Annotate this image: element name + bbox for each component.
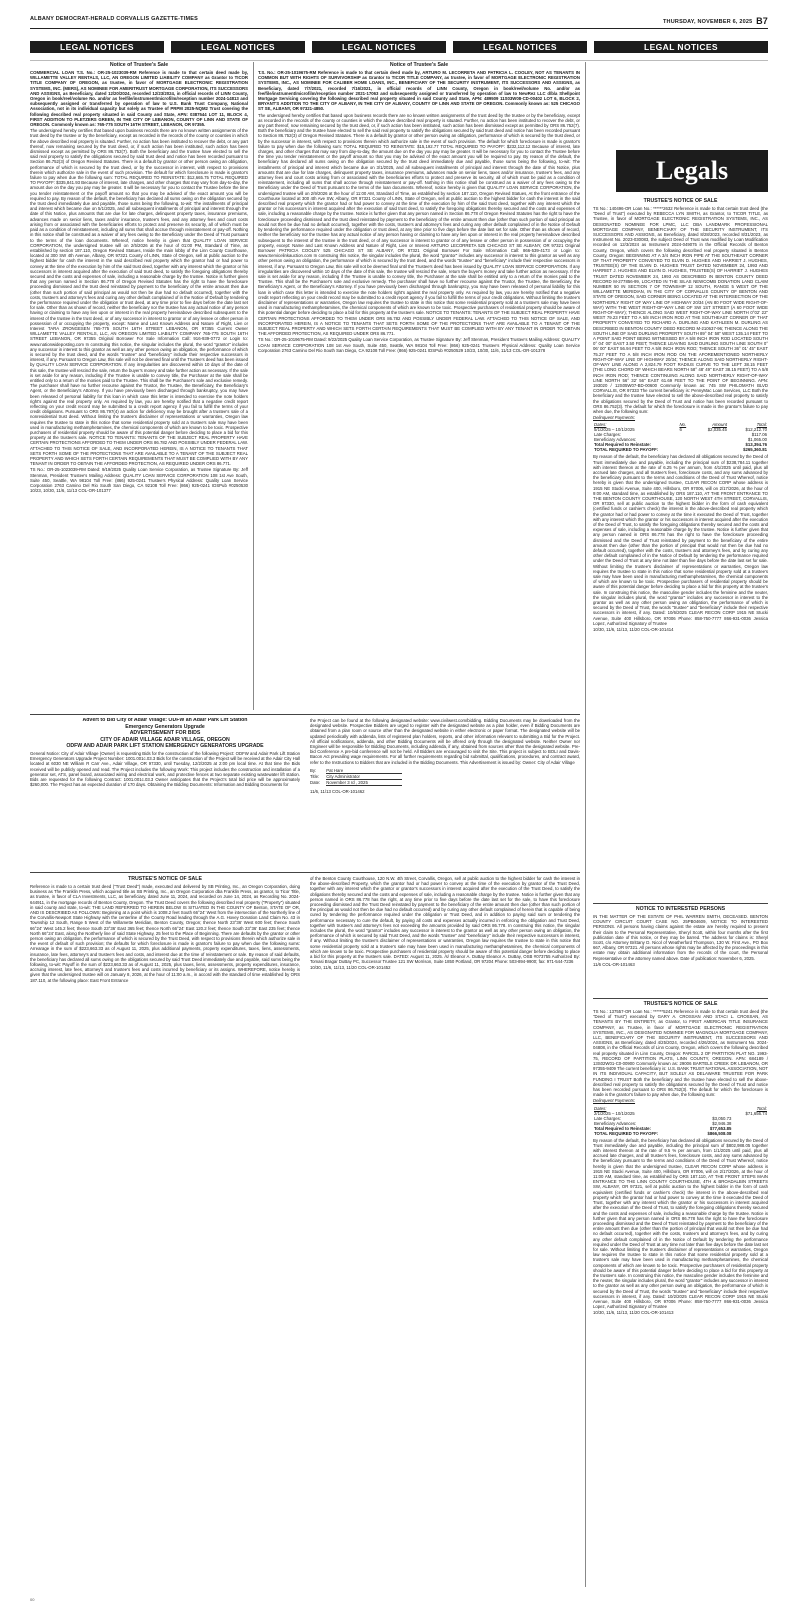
bid-title-line: Advert to Bid City of Adair Village: ODFW an Adair Park Lift Station — [82, 718, 248, 723]
legal-notices-banner: LEGAL NOTICES — [312, 41, 446, 53]
section-divider — [30, 872, 580, 873]
table-cell: $2,035.45 — [707, 427, 727, 433]
table-total-row — [593, 1131, 768, 1136]
notice-body: By reason of the default, the beneficiary has declared all obligations secured by the Deed of Trust immediately due and payable, including the principal sum of $238,784.11 together with interest thereon at the rate of 6.25 % per annum, from 4/1/2025 until paid, plus all accrued late charges, and all trustee's fees, foreclosure costs, and any sums advanced by the beneficiary pursuant to the terms and conditions of the Deed of Trust Whereof, notice hereby is given that the undersigned trustee, CLEAR RECON CORP whose address is 1915 NE Stucki Avenue, Suite 400, Hillsboro, OR 97006, will on 2/17/2026, at the hour of 9:00 AM, standard time, as established by ORS 187.110, AT THE FRONT ENTRANCE TO THE BENTON COUNTY COURTHOUSE, 120 NORTH WEST 4TH STREET, CORVALLIS, OR 97330, sell at public auction to the highest bidder in the form of cash equivalent (certified funds or cashier's check) the interest in the above-described real property which the grantor had or had power to convey at the time it executed the Deed of Trust, together with any interest which the grantor or his successors in interest acquired after the execution of the Deed of Trust, to satisfy the foregoing obligations thereby secured and the costs and expenses of sale, including a reasonable charge by the trustee. Notice is further given that any person named in ORS 86.778 has the right to have the foreclosure proceeding dismissed and the Deed of Trust reinstated by payment to the beneficiary of the entire amount then due (other than the portion of principal that would not then be due had no default occurred), together with the costs, trustee's and attorney's fees, and by curing any other default complained of in the Notice of Default by tendering the performance required under the Deed of Trust at any time not later than five days before the date last set for sale. Without limiting the trustee's disclaimer of representations or warranties, Oregon law requires the trustee to state in this notice that some residential property sold at a trustee's sale may have been used in manufacturing methamphetamines, the chemical components of which are known to be toxic. Prospective purchasers of residential property should be aware of this potential danger before deciding to place a bid for this property at the trustee's sale. In construing this notice, the masculine gender includes the feminine and the neuter, the singular includes plural, the word "grantor" includes any successor in interest to the grantor as well as any other person owing an obligation, the performance of which is secured by the Deed of Trust, the words "trustee" and "beneficiary" include their respective successors in interest, if any. Dated: 10/6/2025 CLEAR RECON CORP 1915 NE Stucki Avenue, Suite 400 Hillsboro, OR 97006 Phone: 858-750-7777 866-931-0036 Jessica Lopez, Authorized Signatory of Trustee — [593, 454, 768, 626]
notice-lead: T.S. No.: OR-25-1019675-RM Reference is made to that certain deed made by, ARTURO M. LECORRETA AND PATRICIA L. COOLEY, NOT AS TENANTS IN COMMON BUT WITH RIGHTS OF SURVIVORSHIP as Grantor to TICOR TITLE COMPANY, as trustee, in favor of MORTGAGE ELECTRONIC REGISTRATION SYSTEMS, INC., AS NOMINEE FOR CALIBER HOME LOANS, INC., BENEFICIARY OF THE SECURITY INSTRUMENT, ITS SUCCESSORS AND ASSIGNS, as Beneficiary, dated 7/7/2021, recorded 7/16/2021, in official records of LINN County, Oregon in book/reel/volume No. and/or as fee/file/instrument/microfilm/reception number 2021-17063 and subsequently assigned or transferred by operation of law to NewRez LLC d/b/a Shellpoint Mortgage Servicing covering the following described real property situated in said County and State, APN: 489509 11S03W08-CD-00402 LOT 6, BLOCK 2, BRYANT'S ADDITION TO THE CITY OF ALBANY, IN THE CITY OF ALBANY, COUNTY OF LINN AND STATE OF OREGON. Commonly known as: 525 CHICAGO ST SE, ALBANY, OR 97321-4850. — [258, 70, 580, 112]
column-divider — [585, 62, 586, 1587]
notice-lead: COMMERCIAL LOAN T.S. No.: OR-25-1023039-RM Reference is made to that certain deed made by, WILLAMETTE VALLEY RENTALS, LLC, AN OREGON LIMITED LIABILITY COMPANY as Grantor to TICOR TITLE COMPANY OF OREGON, as trustee, in favor of MORTGAGE ELECTRONIC REGISTRATION SYSTEMS, INC. (MERS), AS NOMINEE FOR AMERITRUST MORTGAGE CORPORATION, ITS SUCCESSORS AND ASSIGNS, as Beneficiary, dated 12/20/2024, recorded 12/23/2024, in official records of LINN County, Oregon in book/reel/volume No. and/or as fee/file/instrument/microfilm/reception number 2024-14813 and subsequently assigned or transferred by operation of law to U.S. Bank Trust Company, National Association, not in its individual capacity but solely as Trustee of PRPM 2025-NQM2 Trust covering the following described real property situated in said County and State, APN: 0387544 LOT 11, BLOCK 4, FIRST ADDITION TO PLETZERS GREEN, IN THE CITY OF LEBANON, COUNTY OF LINN AND STATE OF OREGON. Commonly known as: 765-775 SOUTH 16TH STREET, LEBANON, OR 97355. — [30, 70, 248, 128]
total-payoff-value: $265,360.81 — [743, 447, 767, 453]
notice-title: Notice of Trustee's Sale — [389, 62, 449, 68]
signature-label: Date: — [310, 780, 321, 786]
notice-title: TRUSTEE'S NOTICE OF SALE — [643, 198, 718, 204]
legal-notices-banner: LEGAL NOTICES — [453, 41, 587, 53]
notice-title: TRUSTEE'S NOTICE OF SALE — [128, 876, 202, 882]
signature-value: November 3 rd , 2025 — [326, 780, 402, 786]
total-reinstate-value: $77,653.85 — [709, 1125, 732, 1131]
divider — [30, 60, 768, 61]
bid-title-line: ODFW AND ADAIR PARK LIFT STATION EMERGENCY GENERATORS UPGRADE — [66, 743, 264, 750]
page-number: B7 — [756, 16, 768, 26]
trustee-sale-notice-5 — [30, 876, 580, 1088]
signature-row — [310, 780, 402, 786]
masthead-date — [663, 16, 768, 26]
notice-body: IN THE MATTER OF THE ESTATE OF PHIL WARREN SMITH, DECEASED. BENTON COUNTY CIRCUIT COURT CASE NO. 25PB04609, NOTICE TO INTERESTED PERSONS. All persons having claims against the estate are hereby required to present their claim to the Personal Representative, Sheryl Scott, within four months after the first publication date of this notice, or they may be barred. The address for claims is: Sheryl Scott, c/o Attorney Brittany D. Nicol of Weatherford Thompson, 130 W. First Ave., PO Box 667, Albany, OR 97321. All persons whose rights may be affected by the proceedings in this estate may obtain additional information from the records of the court, the Personal Representative or the attorney named above. Date of publication: November 6, 2025. — [593, 914, 768, 961]
table-total-row — [593, 447, 768, 452]
advertisement-for-bids — [30, 718, 580, 868]
table-header-cell: Total: — [756, 422, 767, 428]
notice-lead: TS No.: 137557-OR Loan No.: ******5241 Reference is made to that certain trust deed (the "Deed of Trust") executed by GARY A. CROSSAN AND STACI L. CROSSAN, AS TENANTS BY THE ENTIRETY, as Grantor, to FIRST AMERICAN TITLE INSURANCE COMPANY, as Trustee, in favor of MORTGAGE ELECTRONIC REGISTRATION SYSTEMS, INC., AS DESIGNATED NOMINEE FOR MAGNOLIA MORTGAGE COMPANY, LLC, BENEFICIARY OF THE SECURITY INSTRUMENT, ITS SUCCESSORS AND ASSIGNS, as Beneficiary, dated 4/25/2024, recorded 4/26/2024, as Instrument No. 2024-04808, in the Official Records of Linn County, Oregon, which covers the following described real property situated in Linn County, Oregon: PARCEL 2 OF PARTITION PLAT NO. 1993-75, RECORD OF PARTITION PLATS, LINN COUNTY, OREGON. APN: 684189 / 13S02W01-C0-00900 Commonly known as: 29006 BARTELS CREEK DR LEBANON, OR 97355-9409 The current beneficiary is: U.S. BANK TRUST NATIONAL ASSOCIATION, NOT IN ITS INDIVIDUAL CAPACITY, BUT SOLELY AS DELAWARE TRUSTEE FOR PARK FUNDING I TRUST Both the beneficiary and the trustee have elected to sell the above-described real property to satisfy the obligations secured by the Deed of Trust and notice has been recorded pursuant to ORS 86.752(3). The default for which the foreclosure is made is the grantor's failure to pay when due, the following sum: — [593, 1009, 768, 1098]
trustee-sale-notice-1 — [30, 62, 248, 710]
delinquent-payments-table — [593, 1106, 768, 1136]
total-reinstate-label: Total Required to Reinstate: — [594, 1125, 651, 1131]
table-cell: 5/1/2025 – 10/1/2025 — [594, 427, 635, 433]
table-header-cell: Dates: — [594, 1105, 607, 1111]
total-reinstate-value: $13,394.76 — [745, 442, 767, 448]
table-cell: Beneficiary Advances: — [594, 1120, 637, 1126]
bid-body: General Notice: City of Adair Village (Owner) is requesting Bids for the construction of the following Project: ODFW and Adair Park Lift Station Emergency Generators Upgrade Project Number: 1001.001c.03.3 Bids for the construction of the Project will be received at the Adair City Hall located at 6030 NE William R Carr Ave., Adair Village, OR 97330, until Tuesday, 12/2/2025 at 2:00 pm local time. At that time the Bids received will be publicly opened and read. The Project includes the following Work: This project includes the construction and installation of a generator set, ATS, panel board, associated wiring and electrical work, and protective fences at two separate existing wastewater lift station. Bids are requested for the following Contract: 1001.001c.03.3 Owner anticipates that the Project's total bid price will be approximately $260,000. The Project has an expected duration of 170 days. Obtaining the Bidding Documents: Information and Bidding Documents for — [30, 750, 300, 788]
trustee-sale-notice-3 — [593, 198, 768, 900]
masthead — [30, 12, 768, 26]
bid-right-column — [310, 718, 580, 868]
table-cell: $3,050.73 — [712, 1115, 732, 1121]
notice-divider — [593, 903, 768, 904]
notice-tail: 10/30, 11/6, 11/13, 11/20 COL-OR-101414 — [593, 627, 674, 633]
column-divider — [253, 62, 254, 710]
table-cell: $12,212.70 — [745, 427, 767, 433]
issue-date: THURSDAY, NOVEMBER 6, 2025 — [663, 19, 753, 25]
bid-title-line: Emergency Generators Upgrade — [125, 723, 205, 730]
notice-title: NOTICE TO INTERESTED PERSONS — [635, 906, 726, 912]
notice-title: TRUSTEE'S NOTICE OF SALE — [643, 1001, 718, 1007]
legals-header: Legals — [616, 150, 768, 192]
notice-tail: TS No.: OR-25-1023039-RM Dated: 9/19/2025 Quality Loan Service Corporation, as Trustee Signature By: Jeff Stenman, President Trustee's Mailing Address: QUALITY LOAN SERVICE CORPORATION 108 1st Ave South, Suite 450, Seattle, WA 98104 Toll Free: (866) 925-0241 Trustee's Physical Address: Quality Loan Service Corporation 2763 Camino Del Rio South San Diego, CA 92108 Toll Free: (866) 925-0241 IDSPub #0250530 10/23, 10/30, 11/6, 11/13 COL-OR-101377 — [30, 467, 248, 494]
table-header-cell: Total: — [756, 1105, 767, 1111]
notice-tail: 11/6, 11/13 COL-OR-101462 — [310, 789, 365, 795]
signature-label: Title: — [310, 774, 320, 780]
total-reinstate-label: Total Required to Reinstate: — [594, 442, 651, 448]
notice-body: of the Benton County Courthouse, 120 N.W. 4th Street, Corvallis, Oregon, sell at public auction to the highest bidder for cash the interest in the above-described Property, which the grantor had or had power to convey at the time of the execution by grantor of the Trust Deed, together with any interest which the grantor or grantor's successors in interest acquired after the execution of the Trust Deed, to satisfy the obligations thereby secured and the costs and expenses of sale, including a reasonable charge by the trustee. Notice is further given that any person named in ORS 86.778 has the right, at any time prior to five days before the date last set for the sale, to have this foreclosure proceeding dismissed and the Trust Deed reinstated by payment to the beneficiary of the entire amount then due (other than such portion of the principal as would not then be due had no default occurred) and by curing any other default complained of herein that is capable of being cured by tendering the performance required under the obligation or Trust Deed, and in addition to paying said sum or tendering the performance necessary to cure the default, by paying all costs and expenses actually incurred in enforcing the obligation and Trust Deed, together with trustee's and attorney's fees not exceeding the amounts provided by said ORS 86.778. In construing this notice, the singular includes the plural, the word "grantor" includes any successor in interest to the grantor as well as any other person owing an obligation, the performance of which is secured by said Trust Deed, and the words "trustee" and "beneficiary" include their respective successors in interest, if any. Without limiting the trustee's disclaimer of representations or warranties, Oregon law requires the trustee to state in this notice that some residential property sold at a trustee's sale may have been used in manufacturing methamphetamines, the chemical components of which are known to be toxic. Prospective purchasers of residential property should be aware of this potential danger before deciding to place a bid for this property at the trustee's sale. DATED: August 11, 2025. /s/ Eleanor A. DuBay Eleanor A. DuBay, OSB #073755 Authorized By: Tomasi Bragar DuBay PC, Successor Trustee 121 SW Morrison, Suite 1850 Portland, OR 97204 Phone: 503-894-9900; fax: 971-544-7236 — [310, 876, 580, 965]
notice-body: By reason of the default, the beneficiary has declared all obligations secured by the Deed of Trust immediately due and payable, including the principal sum of $802,988.05 together with interest thereon at the rate of 9.5 % per annum, from 1/1/2025 until paid, plus all accrued late charges, and all trustee's fees, foreclosure costs, and any sums advanced by the beneficiary pursuant to the terms and conditions of the Deed of Trust Whereof, notice hereby is given that the undersigned trustee, CLEAR RECON CORP whose address is 1915 NE Stucki Avenue, Suite 400, Hillsboro, OR 97006, will on 2/17/2026, at the hour of 11:00 AM, standard time, as established by ORS 187.110, AT THE FRONT STEPS MAIN ENTRANCE TO THE LINN COUNTY COURTHOUSE, 4TH & BROADALBIN STREETS SW, ALBANY, OR 97321, sell at public auction to the highest bidder in the form of cash equivalent (certified funds or cashier's check) the interest in the above-described real property which the grantor had or had power to convey at the time it executed the Deed of Trust, together with any interest which the grantor or his successors in interest acquired after the execution of the Deed of Trust, to satisfy the foregoing obligations thereby secured and the costs and expenses of sale, including a reasonable charge by the trustee. Notice is further given that any person named in ORS 86.778 has the right to have the foreclosure proceeding dismissed and the Deed of Trust reinstated by payment to the beneficiary of the entire amount then due (other than the portion of principal that would not then be due had no default occurred), together with the costs, trustee's and attorney's fees, and by curing any other default complained of in the Notice of Default by tendering the performance required under the Deed of Trust at any time not later than five days before the date last set for sale. Without limiting the trustee's disclaimer of representations or warranties, Oregon law requires the trustee to state in this notice that some residential property sold at a trustee's sale may have been used in manufacturing methamphetamines, the chemical components of which are known to be toxic. Prospective purchasers of residential property should be aware of this potential danger before deciding to place a bid for this property at the trustee's sale. In construing this notice, the masculine gender includes the feminine and the neuter, the singular includes plural, the word "grantor" includes any successor in interest to the grantor as well as any other person owing an obligation, the performance of which is secured by the Deed of Trust, the words "trustee" and "beneficiary" include their respective successors in interest, if any. Dated: 10/2/2025 CLEAR RECON CORP 1915 NE Stucki Avenue, Suite 400 Hillsboro, OR 97006 Phone: 858-750-7777 866-931-0036 Jessica Lopez, Authorized Signatory of Trustee — [593, 1137, 768, 1310]
section-divider — [30, 714, 580, 715]
signature-label: By: — [310, 768, 317, 774]
total-payoff-label: TOTAL REQUIRED TO PAYOFF: — [594, 447, 659, 453]
table-header-cell: Amount — [712, 422, 727, 428]
legal-notices-banner: LEGAL NOTICES — [171, 41, 305, 53]
bid-title-line: CITY OF ADAIR VILLAGE ADAIR VILLAGE, OREGON — [100, 736, 230, 743]
table-cell: $71,656.74 — [745, 1110, 767, 1116]
table-cell: 6 — [679, 427, 682, 433]
notice-tail: 11/6 COL-OR-101463 — [593, 961, 635, 967]
table-cell: 2/1/2025 – 10/1/2025 — [594, 1110, 635, 1116]
notice-lead: TS No.: 140496-OR Loan No.: ******2632 Reference is made to that certain trust deed (the "Deed of Trust") executed by REBECCA LYN SMITH, as Grantor, to TICOR TITLE, as Trustee, in favor of MORTGAGE ELECTRONIC REGISTRATION SYSTEMS, INC., AS DESIGNATED NOMINEE FOR LPMC, LLC DBA LANDMARK PROFESSIONAL MORTGAGE COMPANY, BENEFICIARY OF THE SECURITY INSTRUMENT, ITS SUCCESSORS AND ASSIGNS, as Beneficiary, dated 8/28/2023, recorded 8/31/2023, as Instrument No. 2023-030083, the subject Deed of Trust was modified by Loan Modification recorded on 12/3/2024 as Instrument 2024-049075 in the Official Records of Benton County, Oregon, which covers the following described real property situated in Benton County, Oregon: BEGINNING AT A 3/4 INCH IRON PIPE AT THE SOUTHEAST CORNER OF THAT PROPERTY CONVEYED TO ELVIN D. HUGHES AND HARRIET J. HUGHES, TRUSTEE(S) OF THE ELVIN D. HUGHES TRUST DATED NOVEMBER 24, 1993 AND HARRIET J. HUGHES AND ELVIN D. HUGHES, TRUSTEE(S) OF HARRIET J. HUGHES TRUST DATED NOVEMBER 24, 1993 AS DESCRIBED IN BENTON COUNTY DEED RECORD M-277856-99, LOCATED IN THE SILAS NEWCOMB DONATION LAND CLAIM NUMBER 50 IN SECTION 7 OF TOWNSHIP 12 SOUTH, RANGE 5 WEST OF THE WILLAMETTE MERIDIAN, IN THE CITY OF CORVALLIS COUNTY OF BENTON AND STATE OF OREGON, SAID CORNER BEING LOCATED AT THE INTERSECTION OF THE NORTHERLY RIGHT OF WAY LINE OF HIGHWAY 20/34 (AN 80 FOOT WIDE RIGHT-OF-WAY) WITH THE WEST RIGHT-OF-WAY LINE OF SW 1ST STREET (A 60 FOOT WIDE RIGHT-OF-WAY); THENCE ALONG SAID WEST RIGHT-OF-WAY LINE NORTH 0°02' 22" WEST 79.23 FEET TO A 5/8 INCH IRON ROD AT THE SOUTHEAST CORNER OF THAT PROPERTY CONVEYED TO RICHARD A. DURLING AND KATHLEEN M. DURLING AS DESCRIBED IN BENTON COUNTY DEED RECORD M-210637-96; THENCE ALONG THE SOUTH LINE OF SAID DURLING PROPERTY SOUTH 89° 04' 58" WEST 135.14 FEET TO A POINT SAID POINT BEING WITNESSED BY A 5/8 INCH IRON ROD LOCATED SOUTH 0° 04' 00" EAST 3.50 FEET; THENCE LEAVING SAID DURLING SOUTH LINE SOUTH 0° 06' 00" EAST 56.94 FEET TO A 5/8 INCH IRON ROD; THENCE SOUTH 36° 01' 45" EAST 75.27 FEET TO A 5/8 INCH IRON ROD ON THE AFOREMENTIONED NORTHERLY RIGHT-OF-WAY LINE OF HIGHWAY 20/34; THENCE ALONG SAID NORTHERLY RIGHT-OF-WAY LINE ALONG A 2,824.79 FOOT RADIUS CURVE TO THE LEFT 38.15 FEET (THE LONG CHORD OF WHICH BEARS NORTH 58° 48' 49" EAST 38.15 FEET) TO A 5/8 INCH IRON ROD; THENCE CONTINUING ALONG SAID NORTHERLY RIGHT-OF-WAY LINE NORTH 56° 32' 56" EAST 61.69 FEET TO THE POINT OF BEGINNING. APN: 193020 / 12S05W07-BD-00600 Commonly known as: 745 SW PHILOMATH BLVD CORVALLIS, OR 97333 The current beneficiary is: PennyMac Loan Services, LLC Both the beneficiary and the trustee have elected to sell the above-described real property to satisfy the obligations secured by the Deed of Trust and notice has been recorded pursuant to ORS 86.752(3). The default for which the foreclosure is made is the grantor's failure to pay when due, the following sum: — [593, 206, 768, 414]
trustee-sale-notice-2 — [258, 62, 580, 710]
bid-body: the Project can be found at the following designated website: www.civilwest.com/bidding. Bidding Documents may be downloaded from the designated website. Prospective Bidders are urged to register with the designated website as a plan holder, even if Bidding Documents are obtained from a plan room or source other than the designated website in either electronic or paper format. The designated website will be updated periodically with addenda, lists of registered plan holders, reports, and other information relevant to submitting a Bid for the Project. All official notifications, addenda, and other Bidding Documents will be offered only through the designated website. Neither Owner nor Engineer will be responsible for Bidding Documents, including addenda, if any, obtained from sources other than the designated website. Pre-bid Conference A pre-bid conference will not be held. All Bidders are encouraged to visit the Site. This project is subject to BOLI and Davis-Bacon Act prevailing wage requirements. For all further requirements regarding bid submittal, qualifications, procedures, and contract award, refer to the Instructions to Bidders that are included in the Bidding Documents. This Advertisement is issued by: Owner: City of Adair Village — [310, 718, 580, 765]
table-title: Delinquent Payments: — [593, 415, 636, 421]
table-header-cell: Dates: — [594, 422, 607, 428]
table-cell: Beneficiary Advances: — [594, 437, 637, 443]
notice-left-column — [30, 876, 300, 1088]
legal-notices-banner: LEGAL NOTICES — [594, 41, 768, 53]
table-cell: Late Charges: — [594, 432, 621, 438]
notice-body: Reference is made to a certain trust deed ("Trust Deed") made, executed and delivered by SB Printing, Inc., an Oregon Corporation, doing business as The Franklin Press, which acquired title as SB Printing, Inc., an Oregon Corporation dba Franklin Press, as grantor, to Ticor Title, as trustee, in favor of CLA Investments, LLC, as beneficiary, dated June 11, 2024, and recorded on June 14, 2024, as Recording No. 2024-644911, in the mortgage records of Benton County, Oregon. The Trust Deed covers the following described real property ("Property") situated in said county and state, to-wit: THE LAND REFERRED TO HEREIN BELOW IS SITUATED IN THE COUNTY OF Benton, STATE OF OR, AND IS DESCRIBED AS FOLLOWS: Beginning at a point which is 1008.2 feet South 66°24' West from the intersection of the Northerly line of the Corvallis-Newport State Highway with the centerline of the County Road leading through the A.G. Hovey Donation Land Claim No. 43 in Township 12 South, Range 5 West of the Willamette Meridian, Benton County, Oregon; thence North 23°36' West 600 feet; thence South 66°24' West 145.2 feet; thence South 23°36' East 365 feet; thence North 66°24' East 120.2 feet; thence South 23°36' East 235 feet; thence North 66°24' East, along the Northerly line of said State Highway, 25 feet to the Place of Beginning. There are defaults by the grantor or other person owing an obligation, the performance of which is secured by the Trust Deed, with respect to provisions therein which authorize sale in the event of default of such provision; the defaults for which foreclosure is made is grantor's failure to pay when due the following sums: Arrearage in the sum of $223,663.33 as of August 11, 2025, plus additional payments, property expenditures, taxes, liens, assessments, insurance, late fees, attorney's and trustee's fees and costs, and interest due at the time of reinstatement or sale. By reason of said defaults, the beneficiary has declared all sums owing on the obligations secured by said Trust Deed immediately due and payable, said sums being the following, to-wit: Payoff in the sum of $223,663.33 as of August 11, 2025, plus taxes, liens, assessments, property expenditures, insurance, accruing interest, late fees, attorney's and trustee's fees and costs incurred by beneficiary or its assigns. WHEREFORE, notice hereby is given that the undersigned trustee will on January 8, 2026, at the hour of 11:00 a.m., in accord with the standard of time established by ORS 187.110, at the following place: East Front Entrance — [30, 884, 300, 983]
notice-body: The undersigned hereby certifies that based upon business records there are no known written assignments of the trust deed by the trustee or by the beneficiary, except as recorded in the records of the county or counties in which the above described real property is situated. Further, no action has been instituted to recover the debt, or any part thereof, now remaining secured by the trust deed, or, if such action has been instituted, such action has been dismissed except as permitted by ORS 86.752(7). Both the beneficiary and the trustee have elected to sell the said real property to satisfy the obligations secured by said trust deed and notice has been recorded pursuant to Section 86.752(3) of Oregon Revised Statutes. There is a default by grantor or other person owing an obligation, performance of which is secured by the trust deed, or by the successor in interest, with respect to provisions therein which authorize sale in the event of such provision. The default for which foreclosure is made is grantor's failure to pay when due the following sum: TOTAL REQUIRED TO REINSTATE: $15,192.77 TOTAL REQUIRED TO PAYOFF: $232,112.12 Because of interest, late charges, and other charges that may vary from day-to-day, the amount due on the day you pay may be greater. It will be necessary for you to contact the Trustee before the time you tender reinstatement or the payoff amount so that you may be advised of the exact amount you will be required to pay. By reason of the default, the beneficiary has declared all sums owing on the obligation secured by the trust deed immediately due and payable, those sums being the following, to-wit: The installments of principal and interest which became due on 3/1/2025, and all subsequent installments of principal and interest through the date of this Notice, plus amounts that are due for late charges, delinquent property taxes, insurance premiums, advances made on senior liens, taxes and/or insurance, trustee's fees, and any attorney fees and court costs arising from or associated with the beneficiaries efforts to protect and preserve its security, all of which must be paid as a condition of reinstatement, including all sums that shall accrue through reinstatement or pay-off. Nothing in this notice shall be construed as a waiver of any fees owing to the Beneficiary under the Deed of Trust pursuant to the terms of the loan documents. Whereof, notice hereby is given that QUALITY LOAN SERVICE CORPORATION, the undersigned trustee will on 2/9/2026 at the hour of 11:00 AM, Standard of Time, as established by section 187.110, Oregon Revised Statues, At the front entrance of the Courthouse located at 300 4th Ave SW, Albany, OR 97321 County of LINN, State of Oregon, sell at public auction to the highest bidder for cash the interest in the said described real property which the grantor had or had power to convey at the time of the execution by him of the said trust deed, together with any interest which the grantor or his successors in interest acquired after the execution of said trust deed, to satisfy the foregoing obligations thereby secured and the costs and expenses of sale, including a reasonable charge by the trustee. Notice is further given that any person named in Section 86.778 of Oregon Revised Statutes has the right to have the foreclosure proceeding dismissed and the trust deed reinstated by payment to the beneficiary of the entire amount then due (other than such portion of said principal as would not then be due had no default occurred), together with the costs, trustee's and attorney's fees and curing any other default complained of in the Notice of Default by tendering the performance required under the obligation or trust deed, at any time prior to five days before the date last set for sale. Other than as shown of record, neither the beneficiary nor the trustee has any actual notice of any person having or claiming to have any lien upon or interest in the real property hereinabove described subsequent to the interest of the trustee in the trust deed, or of any successor in interest to grantor or of any lessee or other person in possession of or occupying the property, except: Name and Last Known Address and Nature of Right, Lien or Interest ARTURO LECORRETA 525 CHICAGO ST SE ALBANY, OR 97321 Original Borrower PATRICIA COOLEY 525 CHICAGO ST SE ALBANY, OR 97321 Original Borrower For Sale Information Call: 866-539-4173 or Login to: www.Servicelinkauction.com In construing this notice, the singular includes the plural, the word "grantor" includes any successor in interest to this grantor as well as any other person owing an obligation, the performance of which is secured by the trust deed, and the words "trustee" and "beneficiary" include their respective successors in interest, if any. Pursuant to Oregon Law, this sale will not be deemed final until the Trustee's deed has been issued by QUALITY LOAN SERVICE CORPORATION. If any irregularities are discovered within 10 days of the date of this sale, the trustee will rescind the sale, return the buyer's money and take further action as necessary. If the sale is set aside for any reason, including if the Trustee is unable to convey title, the Purchaser at the sale shall be entitled only to a return of the monies paid to the Trustee. This shall be the Purchaser's sole and exclusive remedy. The purchaser shall have no further recourse against the Trustor, the Trustee, the Beneficiary, the Beneficiary's Agent, or the Beneficiary's Attorney. If you have previously been discharged through bankruptcy, you may have been released of personal liability for this loan in which case this letter is intended to exercise the note holders right's against the real property only. As required by law, you are hereby notified that a negative credit report reflecting on your credit record may be submitted to a credit report agency if you fail to fulfill the terms of your credit obligations. Without limiting the trustee's disclaimer of representations or warranties, Oregon law requires the trustee to state in this notice that some residential property sold at a trustee's sale may have been used in manufacturing methamphetamines, the chemical components of which are known to be toxic. Prospective purchasers of residential property should be aware of this potential danger before deciding to place a bid for this property at the trustee's sale. NOTICE TO TENANTS: TENANTS OF THE SUBJECT REAL PROPERTY HAVE CERTAIN PROTECTIONS AFFORDED TO THEM UNDER ORS 86.782 AND POSSIBLY UNDER FEDERAL LAW. ATTACHED TO THIS NOTICE OF SALE, AND INCORPORATED HEREIN, IS A NOTICE TO TENANTS THAT SETS FORTH SOME OF THE PROTECTIONS THAT ARE AVAILABLE TO A TENANT OF THE SUBJECT REAL PROPERTY AND WHICH SETS FORTH CERTAIN REQUIREMENTS THAT MUST BE COMPLIED WITH BY ANY TENANT IN ORDER TO OBTAIN THE AFFORDED PROTECTION, AS REQUIRED UNDER ORS 86.771. — [258, 112, 580, 337]
masthead-rule — [30, 28, 768, 29]
notice-to-interested-persons — [593, 906, 768, 996]
total-payoff-label: TOTAL REQUIRED TO PAYOFF: — [594, 1130, 659, 1136]
table-cell: $2,946.38 — [712, 1120, 732, 1126]
notice-title: Notice of Trustee's Sale — [109, 62, 169, 68]
table-cell: Late Charges: — [594, 1115, 621, 1121]
table-cell: $1,065.00 — [747, 437, 767, 443]
signature-value: Pat Hare — [326, 768, 402, 774]
table-header-cell: No. — [679, 422, 687, 428]
table-title: Delinquent Payments: — [593, 1098, 636, 1104]
bid-left-column — [30, 718, 300, 868]
notice-body: The undersigned hereby certifies that based upon business records there are no known written assignments of the trust deed by the trustee or by the beneficiary, except as recorded in the records of the county or counties in which the above described real property is situated. Further, no action has been instituted to recover the debt, or any part thereof, now remaining secured by the trust deed, or, if such action has been instituted, such action has been dismissed except as permitted by ORS 86.752(7). Both the beneficiary and the trustee have elected to sell the said real property to satisfy the obligations secured by said trust deed and notice has been recorded pursuant to Section 86.752(3) of Oregon Revised Statutes. There is a default by grantor or other person owing an obligation, performance of which is secured by the trust deed, or by the successor in interest, with respect to provisions therein which authorize sale in the event of such provision. The default for which foreclosure is made is grantor's failure to pay when due the following sum: TOTAL REQUIRED TO REINSTATE: $12,665.75 TOTAL REQUIRED TO PAYOFF: $335,841.93 Because of interest, late charges, and other charges that may vary from day-to-day, the amount due on the day you pay may be greater. It will be necessary for you to contact the Trustee before the time you tender reinstatement or the payoff amount so that you may be advised of the exact amount you will be required to pay. By reason of the default, the beneficiary has declared all sums owing on the obligation secured by the trust deed immediately due and payable, those sums being the following, to-wit: The installments of principal and interest which became due on 5/1/2025, and all subsequent installments of principal and interest through the date of this Notice, plus amounts that are due for late charges, delinquent property taxes, insurance premiums, advances made on senior liens, taxes and/or insurance, trustee's fees, and any attorney fees and court costs arising from or associated with the beneficiaries efforts to protect and preserve its security, all of which must be paid as a condition of reinstatement, including all sums that shall accrue through reinstatement or pay-off. Nothing in this notice shall be construed as a waiver of any fees owing to the Beneficiary under the Deed of Trust pursuant to the terms of the loan documents. Whereof, notice hereby is given that QUALITY LOAN SERVICE CORPORATION, the undersigned trustee will on 2/5/2026 at the hour of 01:00 PM, Standard of Time, as established by section 187.110, Oregon Revised Statues, Inside the main lobby of the Linn County Courthouse, located at 300 SW 4th Avenue, Albany, OR 97321 County of LINN, State of Oregon, sell at public auction to the highest bidder for cash the interest in the said described real property which the grantor had or had power to convey at the time of the execution by him of the said trust deed, together with any interest which the grantor or his successors in interest acquired after the execution of said trust deed, to satisfy the foregoing obligations thereby secured and the costs and expenses of sale, including a reasonable charge by the trustee. Notice is further given that any person named in Section 86.778 of Oregon Revised Statutes has the right to have the foreclosure proceeding dismissed and the trust deed reinstated by payment to the beneficiary of the entire amount then due (other than such portion of said principal as would not then be due had no default occurred), together with the costs, trustee's and attorney's fees and curing any other default complained of in the Notice of Default by tendering the performance required under the obligation or trust deed, at any time prior to five days before the date last set for sale. Other than as shown of record, neither the beneficiary nor the trustee has any actual notice of any person having or claiming to have any lien upon or interest in the real property hereinabove described subsequent to the interest of the trustee in the trust deed, or of any successor in interest to grantor or of any lessee or other person in possession of or occupying the property, except: Name and Last Known Address and Nature of Right, Lien or Interest TARA ZRONGESEN 765-775 SOUTH 16TH STREET LEBANON, OR 97355 Current Owner WILLAMETTE VALLEY RENTALS, LLC, AN OREGON LIMITED LIABILITY COMPANY 765-775 SOUTH 16TH STREET LEBANON, OR 97355 Original Borrower For Sale Information Call: 916-939-0772 or Login to: www.nationwideposting.com In construing this notice, the singular includes the plural, the word "grantor" includes any successor in interest to this grantor as well as any other person owing an obligation, the performance of which is secured by the trust deed, and the words "trustee" and "beneficiary" include their respective successors in interest, if any. Pursuant to Oregon Law, this sale will not be deemed final until the Trustee's deed has been issued by QUALITY LOAN SERVICE CORPORATION. If any irregularities are discovered within 10 days of the date of this sale, the trustee will rescind the sale, return the buyer's money and take further action as necessary. If the sale is set aside for any reason, including if the Trustee is unable to convey title, the Purchaser at the sale shall be entitled only to a return of the monies paid to the Trustee. This shall be the Purchaser's sole and exclusive remedy. The purchaser shall have no further recourse against the Trustor, the Trustee, the Beneficiary, the Beneficiary's Agent, or the Beneficiary's Attorney. If you have previously been discharged through bankruptcy, you may have been released of personal liability for this loan in which case this letter is intended to exercise the note holders right's against the real property only. As required by law, you are hereby notified that a negative credit report reflecting on your credit record may be submitted to a credit report agency if you fail to fulfill the terms of your credit obligations. Pursuant to ORS 86.797(4) an action for deficiency may be brought after a trustee's sale of a nonresidential trust deed. Without limiting the trustee's disclaimer of representations or warranties, Oregon law requires the trustee to state in this notice that some residential property sold at a trustee's sale may have been used in manufacturing methamphetamines, the chemical components of which are known to be toxic. Prospective purchasers of residential property should be aware of this potential danger before deciding to place a bid for this property at the trustee's sale. NOTICE TO TENANTS: TENANTS OF THE SUBJECT REAL PROPERTY HAVE CERTAIN PROTECTIONS AFFORDED TO THEM UNDER ORS 86.782 AND POSSIBLY UNDER FEDERAL LAW. ATTACHED TO THIS NOTICE OF SALE, AND INCORPORATED HEREIN, IS A NOTICE TO TENANTS THAT SETS FORTH SOME OF THE PROTECTIONS THAT ARE AVAILABLE TO A TENANT OF THE SUBJECT REAL PROPERTY AND WHICH SETS FORTH CERTAIN REQUIREMENTS THAT MUST BE COMPLIED WITH BY ANY TENANT IN ORDER TO OBTAIN THE AFFORDED PROTECTION, AS REQUIRED UNDER ORS 86.771. — [30, 128, 248, 467]
notice-divider — [593, 998, 768, 999]
bid-title-line: ADVERTISEMENT FOR BIDS — [129, 730, 201, 737]
trustee-sale-notice-4 — [593, 1001, 768, 1587]
notice-right-column — [310, 876, 580, 1088]
signature-value: City Administrator — [326, 774, 402, 780]
notice-tail: 10/30, 11/6, 11/13, 11/20 COL-OR-101452 — [310, 965, 391, 971]
paper-name: ALBANY DEMOCRAT-HERALD CORVALLIS GAZETTE-TIMES — [30, 16, 198, 22]
total-payoff-value: $866,508.08 — [707, 1130, 732, 1136]
notice-tail: 10/30, 11/6, 11/13, 11/20 COL-OR-101413 — [593, 1310, 674, 1316]
bid-signature-block — [310, 768, 402, 787]
table-cell: $117.06 — [751, 432, 767, 438]
notice-tail: TS No.: OR-25-1019675-RM Dated: 9/22/2025 Quality Loan Service Corporation, as Trustee Signature By: Jeff Stenman, President Trustee's Mailing Address: QUALITY LOAN SERVICE CORPORATION 108 1st Ave South, Suite 450, Seattle, WA 98104 Toll Free: (866) 925-0241 Trustee's Physical Address: Quality Loan Service Corporation 2763 Camino Del Rio South San Diego, CA 92108 Toll Free: (866) 925-0241 IDSPub #0250529 10/23, 10/30, 11/6, 11/13 COL-OR-101378 — [258, 337, 580, 353]
delinquent-payments-table — [593, 422, 768, 452]
page-footer-mark: 00 — [30, 1597, 35, 1602]
legal-notices-banner: LEGAL NOTICES — [30, 41, 164, 53]
